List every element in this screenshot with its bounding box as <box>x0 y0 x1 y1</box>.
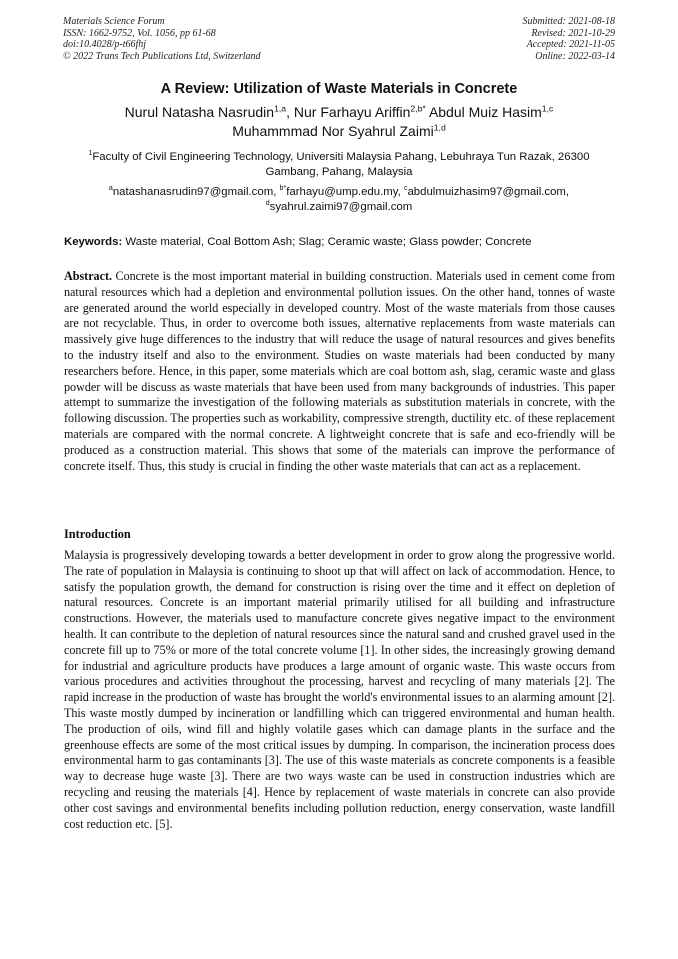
author-affiliation-mark: 1,c <box>541 103 554 114</box>
author-name: Nur Farhayu Ariffin <box>293 104 411 120</box>
affiliation-text: Faculty of Civil Engineering Technology, Universiti Malaysia Pahang, Lebuhraya Tun Razak, 26300 Gambang, Pahang, Malaysia <box>92 151 590 178</box>
email-separator: , <box>273 186 280 198</box>
date-accepted: Accepted: 2021-11-05 <box>526 39 615 51</box>
email-address: farhayu@ump.edu.my <box>286 186 398 198</box>
journal-name: Materials Science Forum <box>63 16 165 27</box>
abstract-label: Abstract. <box>64 269 113 283</box>
introduction-paragraph: Malaysia is progressively developing towards a better development in order to grow along the progressive world. The rate of population in Malaysia is continuing to shoot up that will affect on lack of accommodation. Hence, to satisfy the population growth, the demand for construction is rising over the time and it effect on depletion of natural resources. Concrete is an important material primarily utilised for all building and infrastructure constructions. However, the materials used to manufacture concrete gives negative impact to the environment health. It can contribute to the depletion of natural resources since the natural sand and crushed gravel used in the concrete fill up to 75% or more of the total concrete volume [1]. In other sides, the increasingly growing demand for industrial and agriculture products have produces a large amount of organic waste. This waste occurs from various procedures and activities throughout the processing, harvest and recycling of many materials [2]. The rapid increase in the production of waste has brought the world's environmental issues to an alarming amount [2]. This waste mostly dumped by incineration or landfilling which can triggered environmental and human health. The production of oils, wind fill and highly volatile gases which can damage plants in the surface and the greenhouse effects are some of the most critical issues by dumping. In comparison, the incineration process does environmental harm to gas contaminants [3]. The use of this waste materials as concrete components is a feasible way to decrease huge waste [3]. There are two ways waste can be used in construction industries which are recycling and reusing the materials [4]. Hence by replacement of waste materials in concrete can also provide other cost savings and environmental benefits including pollution reduction, energy conservation, waste landfill cost reduction etc. [5]. <box>64 548 615 831</box>
date-online: Online: 2022-03-14 <box>535 50 615 62</box>
email-mark: a <box>108 185 113 193</box>
keywords-text: Waste material, Coal Bottom Ash; Slag; Ceramic waste; Glass powder; Concrete <box>125 236 532 248</box>
email-mark: d <box>265 200 270 208</box>
section-heading-introduction: Introduction <box>64 527 131 541</box>
date-submitted: Submitted: 2021-08-18 <box>522 16 615 27</box>
journal-issn: ISSN: 1662-9752, Vol. 1056, pp 61-68 <box>63 27 216 39</box>
journal-doi: doi:10.4028/p-t66fhj <box>63 39 147 51</box>
author-name: Muhammmad Nor Syahrul Zaimi <box>232 123 434 139</box>
author-affiliation-mark: 1,d <box>433 122 446 133</box>
affiliation-mark: 1 <box>88 150 93 158</box>
author-name: Nurul Natasha Nasrudin <box>124 104 275 120</box>
keywords <box>64 235 616 250</box>
date-revised: Revised: 2021-10-29 <box>531 27 615 39</box>
journal-info <box>63 16 261 62</box>
abstract-text: Concrete is the most important material in building construction. Materials used in cement come from natural resources which had a depletion and environmental pollution issues. On the other hand, tonnes of waste are generated around the world especially in developed country. Most of the waste materials from those causes are not recyclable. Thus, in order to overcome both issues, alternative replacements from waste materials can massively give huge differences to the industry that will reduce the usage of natural resources and gives benefits to the industry itself and also to the environment. Studies on waste materials had been conducted by many researchers before. Hence, in this paper, some materials which are coal bottom ash, slag, ceramic waste and glass powder will be discuss as waste materials that have been used from many backgrounds of industries. This paper attempt to summarize the investigation of the following materials as substitution materials in concrete, with the following discussion. The properties such as workability, compressive strength, ductility etc. of these replacement materials are compared with the normal concrete. A lightweight concrete that is safe and eco-friendly will be produced as a construction material. This shows that some of the materials can improve the performance of concrete itself. Thus, this study is crucial in finding the other waste materials that can act as a replacement. <box>64 269 615 473</box>
author-name: Abdul Muiz Hasim <box>428 104 542 120</box>
paper-title: A Review: Utilization of Waste Materials in Concrete <box>160 81 518 97</box>
author-affiliation-mark: 1,a <box>274 103 287 114</box>
keywords-label: Keywords: <box>64 236 123 248</box>
journal-copyright: © 2022 Trans Tech Publications Ltd, Switzerland <box>63 50 261 62</box>
abstract <box>64 269 615 474</box>
email-separator: , <box>565 186 570 198</box>
author-separator: , <box>286 104 294 120</box>
email-address: abdulmuizhasim97@gmail.com <box>407 186 566 198</box>
email-address: natashanasrudin97@gmail.com <box>112 186 274 198</box>
email-mark: b* <box>279 185 287 193</box>
author-affiliation-mark: 2,b* <box>410 103 426 114</box>
author-emails <box>60 185 618 215</box>
email-address: syahrul.zaimi97@gmail.com <box>269 201 413 213</box>
email-mark: c <box>403 185 408 193</box>
email-separator: , <box>397 186 404 198</box>
affiliation <box>70 150 608 180</box>
submission-dates <box>523 16 616 62</box>
author-list <box>40 103 638 141</box>
